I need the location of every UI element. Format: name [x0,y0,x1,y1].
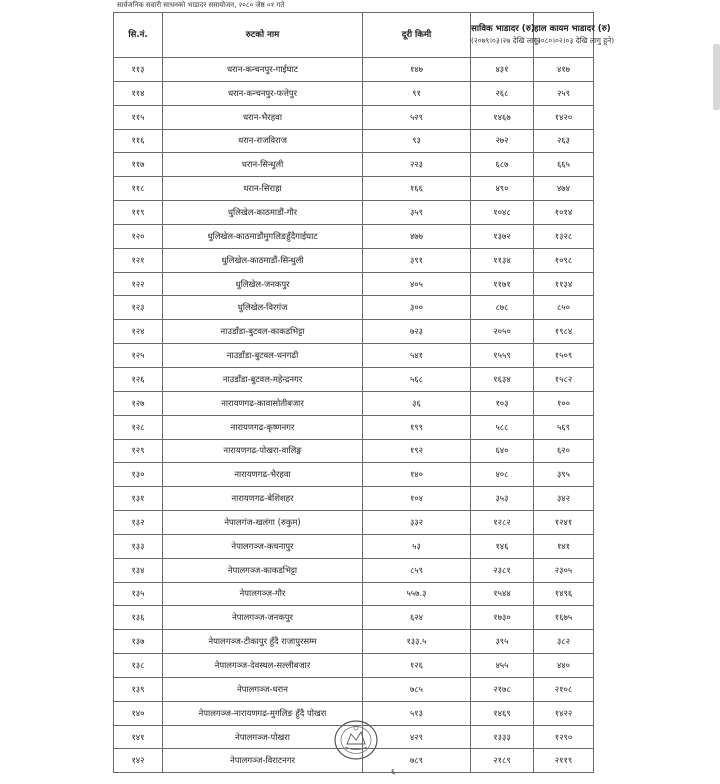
cell-route: नेपालगञ्ज-टीकापुर हुँदै राजापुरसम्म [163,630,363,654]
table-row [114,487,594,511]
cell-sn: १२१ [114,248,163,272]
cell-sn: ११६ [114,129,163,153]
cell-old-fare: ६८७ [471,153,534,177]
cell-new-fare: १४९६ [534,582,594,606]
cell-route: धरान-कन्चनपुर-गाईघाट [163,58,363,82]
cell-route: नेपालगञ्ज-काकडभिट्टा [163,558,363,582]
table-row [114,415,594,439]
cell-sn: १३२ [114,511,163,535]
cell-route: नेपालगञ्ज-देवस्थल-सल्लीबजार [163,654,363,678]
cell-sn: १२७ [114,391,163,415]
table-row [114,81,594,105]
cell-distance: ५३ [363,534,471,558]
table-row [114,606,594,630]
cell-sn: १३५ [114,582,163,606]
header-new-fare-label: हाल कायम भाडादर (रु) [534,24,611,34]
cell-new-fare: ८५० [534,296,594,320]
cell-route: नेपालगञ्ज-गौर [163,582,363,606]
cell-new-fare: ३४२ [534,487,594,511]
cell-old-fare: ६४० [471,439,534,463]
cell-sn: १३१ [114,487,163,511]
fare-table-body [114,58,594,773]
table-row [114,344,594,368]
cell-new-fare: १२४१ [534,511,594,535]
cell-sn: १२८ [114,415,163,439]
cell-distance: १३३.५ [363,630,471,654]
cell-old-fare: ८७८ [471,296,534,320]
cell-distance: ३५९ [363,201,471,225]
cell-distance: २२३ [363,153,471,177]
table-row [114,463,594,487]
cell-old-fare: २१७८ [471,677,534,701]
cell-old-fare: १४६ [471,534,534,558]
cell-sn: १४२ [114,749,163,773]
cell-new-fare: ४४० [534,654,594,678]
table-row [114,177,594,201]
cell-new-fare: १५८२ [534,367,594,391]
cell-sn: १२३ [114,296,163,320]
cell-sn: १४० [114,701,163,725]
table-row [114,511,594,535]
cell-sn: १२४ [114,320,163,344]
table-row [114,129,594,153]
table-row [114,558,594,582]
header-sn: सि.नं. [114,13,163,58]
cell-old-fare: १०३ [471,391,534,415]
cell-sn: १३६ [114,606,163,630]
header-old-fare-label: साविक भाडादर (रु) [471,24,535,34]
cell-sn: १२५ [114,344,163,368]
cell-route: धुलिखेल-जनकपुर [163,272,363,296]
cell-new-fare: २११९ [534,749,594,773]
cell-old-fare: ५८८ [471,415,534,439]
table-row [114,534,594,558]
table-row [114,582,594,606]
cell-distance: ४०५ [363,272,471,296]
cell-new-fare: ६२० [534,439,594,463]
table-row [114,201,594,225]
cell-route: नारायणगढ-कावासोतीबजार [163,391,363,415]
cell-new-fare: १२९० [534,725,594,749]
cell-distance: ९१ [363,81,471,105]
cell-route: धुलिखेल-काठमाडौं-गौर [163,201,363,225]
cell-distance: १४७ [363,58,471,82]
table-row [114,248,594,272]
cell-old-fare: १३३३ [471,725,534,749]
cell-distance: ५५७.३ [363,582,471,606]
cell-distance: ५२९ [363,105,471,129]
cell-new-fare: ६६५ [534,153,594,177]
table-row [114,296,594,320]
cell-old-fare: २१८९ [471,749,534,773]
cell-old-fare: १४६९ [471,701,534,725]
cell-distance: १०४ [363,487,471,511]
cell-route: नारायणगढ-पोखरा-वालिङ्ग [163,439,363,463]
cell-new-fare: ३८२ [534,630,594,654]
cell-distance: ७८९ [363,749,471,773]
cell-route: नेपालगञ्ज-विराटनगर [163,749,363,773]
cell-sn: १३३ [114,534,163,558]
table-row [114,320,594,344]
page-number: ६ [391,767,396,776]
cell-new-fare: १०० [534,391,594,415]
header-old-fare-note: (२०७९।०३।२७ देखि लागु) [471,36,541,45]
table-row [114,58,594,82]
header-distance: दूरी किमी [363,13,471,58]
cell-distance: ३९१ [363,248,471,272]
cell-sn: ११३ [114,58,163,82]
cell-new-fare: २५९ [534,81,594,105]
cell-sn: ११९ [114,201,163,225]
table-row [114,439,594,463]
cell-distance: ३६ [363,391,471,415]
document-heading-note: सार्वजनिक सवारी साधनको भाडादर समायोजन, २०८० जेष्ठ ०१ गते [117,1,285,9]
cell-distance: ५१३ [363,701,471,725]
cell-route: नारायणगढ-भैरहवा [163,463,363,487]
cell-old-fare: १७३० [471,606,534,630]
cell-old-fare: ४९० [471,177,534,201]
cell-new-fare: १४२२ [534,701,594,725]
cell-old-fare: ४३१ [471,58,534,82]
cell-new-fare: ५६९ [534,415,594,439]
table-row [114,654,594,678]
cell-new-fare: १४२० [534,105,594,129]
table-row [114,677,594,701]
cell-distance: १९२ [363,439,471,463]
cell-new-fare: १६७५ [534,606,594,630]
cell-distance: ४२९ [363,725,471,749]
cell-route: धुलिखेल-विरगंज [163,296,363,320]
cell-new-fare: १०१४ [534,201,594,225]
cell-route: धरान-राजविराज [163,129,363,153]
table-row [114,630,594,654]
cell-sn: १३७ [114,630,163,654]
cell-sn: ११५ [114,105,163,129]
cell-new-fare: २१०८ [534,677,594,701]
cell-route: धरान-सिन्धुली [163,153,363,177]
cell-old-fare: ११३४ [471,248,534,272]
table-row [114,153,594,177]
header-new-fare [534,13,615,58]
cell-route: धुलिखेल-काठमाडौंमुगलिङहुँदैगाईघाट [163,224,363,248]
cell-old-fare: ३९५ [471,630,534,654]
cell-sn: १३९ [114,677,163,701]
cell-old-fare: १६३४ [471,367,534,391]
cell-sn: १२९ [114,439,163,463]
cell-distance: ७२३ [363,320,471,344]
header-new-fare-note: (२०८०।०२।०३ देखि लागु हुने) [534,36,615,45]
cell-new-fare: ४१७ [534,58,594,82]
table-row [114,224,594,248]
cell-new-fare: ४७४ [534,177,594,201]
cell-route: नाउडाँडा-बुटवल-धनगढी [163,344,363,368]
cell-old-fare: २६८ [471,81,534,105]
cell-new-fare: ३९५ [534,463,594,487]
cell-old-fare: १०४८ [471,201,534,225]
cell-old-fare: २७२ [471,129,534,153]
header-old-fare [471,13,541,58]
cell-distance: १४० [363,463,471,487]
cell-route: नेपालगंज-खलंगा (रुकुम) [163,511,363,535]
cell-route: नारायणगढ-कृष्णनगर [163,415,363,439]
cell-sn: १२६ [114,367,163,391]
cell-new-fare: १५०९ [534,344,594,368]
cell-old-fare: १५४४ [471,582,534,606]
cell-distance: ७८५ [363,677,471,701]
cell-sn: १२२ [114,272,163,296]
fare-table [113,12,615,773]
cell-route: नेपालगञ्ज-नारायणगढ-मुगलिङ हुँदै पोखरा [163,701,363,725]
cell-old-fare: ४५५ [471,654,534,678]
cell-sn: १२० [114,224,163,248]
cell-route: धरान-भैरहवा [163,105,363,129]
cell-distance: ५६८ [363,367,471,391]
cell-route: नारायणगढ-बेशिशहर [163,487,363,511]
cell-route: नेपालगञ्ज-पोखरा [163,725,363,749]
cell-distance: ५४१ [363,344,471,368]
cell-sn: १४१ [114,725,163,749]
government-seal-icon [333,718,379,762]
cell-distance: १६६ [363,177,471,201]
cell-old-fare: १२८२ [471,511,534,535]
cell-route: नाउडाँडा-बुटवल-काकडभिट्टा [163,320,363,344]
cell-new-fare: २६३ [534,129,594,153]
cell-old-fare: ४०८ [471,463,534,487]
cell-sn: १३४ [114,558,163,582]
cell-new-fare: १९८४ [534,320,594,344]
table-row [114,391,594,415]
cell-route: धरान-कन्चनपुर-फत्तेपुर [163,81,363,105]
cell-route: नाउडाँडा-बुटवल-महेन्द्रनगर [163,367,363,391]
cell-route: धरान-सिराहा [163,177,363,201]
cell-sn: १३० [114,463,163,487]
cell-new-fare: ११३४ [534,272,594,296]
table-row [114,272,594,296]
scrollbar-stub[interactable] [713,44,720,110]
cell-distance: ३०० [363,296,471,320]
cell-old-fare: १५५९ [471,344,534,368]
cell-route: नेपालगञ्ज-कचनापुर [163,534,363,558]
cell-distance: १९९ [363,415,471,439]
cell-sn: ११४ [114,81,163,105]
cell-old-fare: ११७१ [471,272,534,296]
cell-old-fare: १४६७ [471,105,534,129]
table-row [114,105,594,129]
cell-distance: ६२४ [363,606,471,630]
header-route: रुटको नाम [163,13,363,58]
cell-new-fare: १३२८ [534,224,594,248]
cell-distance: १२६ [363,654,471,678]
cell-old-fare: २०५० [471,320,534,344]
cell-new-fare: १४१ [534,534,594,558]
cell-route: नेपालगञ्ज-जनकपुर [163,606,363,630]
cell-distance: ४७७ [363,224,471,248]
cell-distance: ९३ [363,129,471,153]
cell-old-fare: २३८१ [471,558,534,582]
cell-distance: ३३२ [363,511,471,535]
table-row [114,367,594,391]
cell-new-fare: १०९८ [534,248,594,272]
cell-distance: ८५९ [363,558,471,582]
cell-route: नेपालगञ्ज-धरान [163,677,363,701]
table-header-row [114,13,594,58]
cell-sn: ११७ [114,153,163,177]
cell-route: धुलिखेल-काठमाडौं-सिन्धुली [163,248,363,272]
cell-old-fare: १३७२ [471,224,534,248]
cell-sn: १३८ [114,654,163,678]
cell-sn: ११८ [114,177,163,201]
cell-new-fare: २३०५ [534,558,594,582]
cell-old-fare: ३५३ [471,487,534,511]
